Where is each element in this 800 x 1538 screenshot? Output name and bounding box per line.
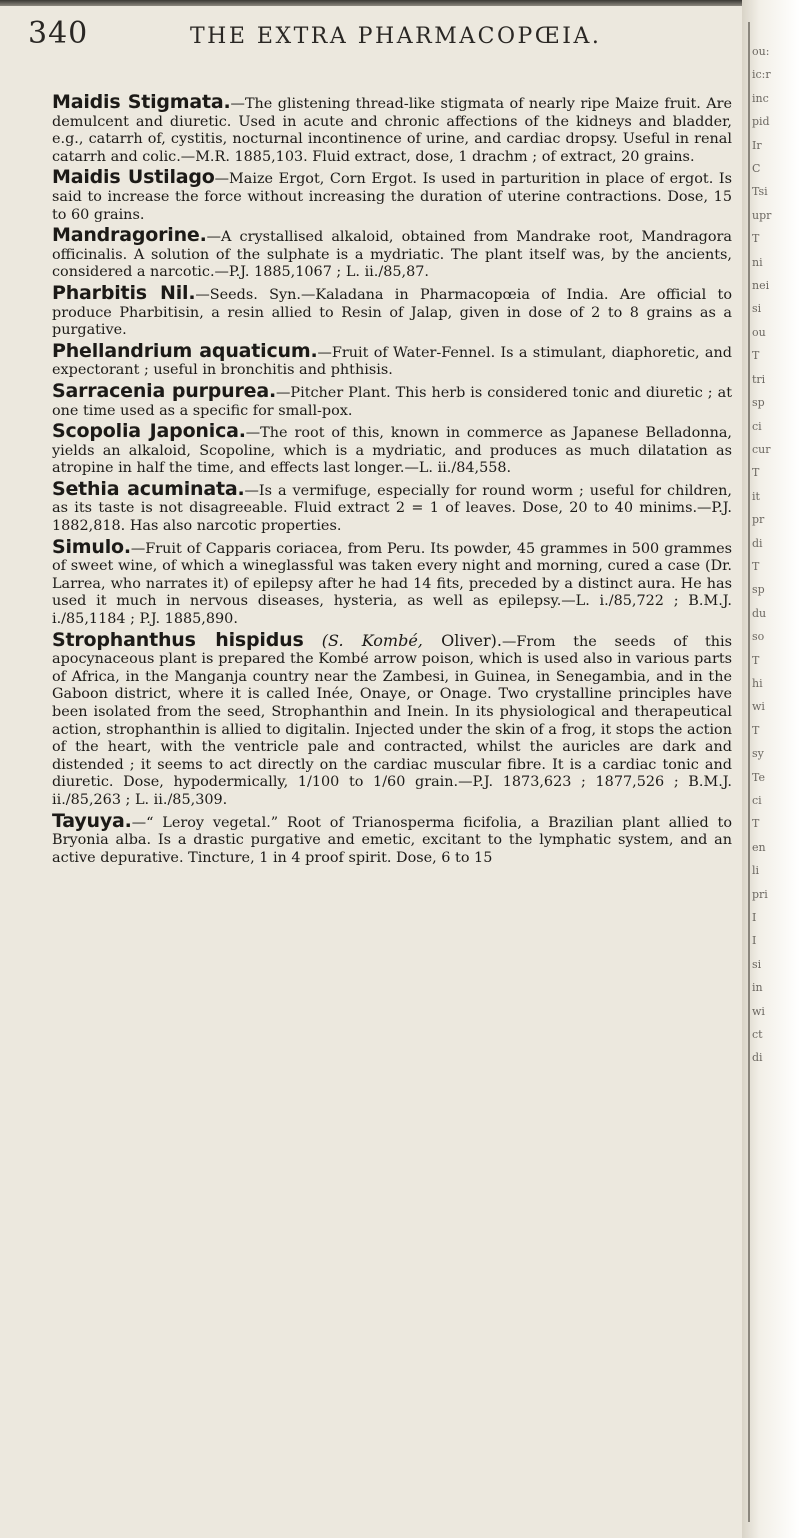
top-edge-shadow: [0, 0, 800, 6]
entry-simulo: [52, 535, 732, 629]
entry-maidis-stigmata: [52, 91, 733, 166]
entry-mandragorine: [52, 224, 732, 282]
page-number: 340: [28, 16, 89, 51]
entry-term-authority: Oliver).: [441, 630, 502, 650]
running-head: THE EXTRA PHARMACOPŒIA.: [190, 24, 602, 49]
entry-term: Mandragorine.: [52, 224, 207, 247]
entry-term: Sarracenia purpurea.: [52, 379, 277, 402]
entry-text: —The glistening thread-like stigmata of nearly ripe Maize fruit. Are demulcent and diuretic. Used in acute and chronic affections of the kidneys and bladder, e.g., catarrh of, cystitis, nocturnal incontinence of urine, and cardiac dropsy. Useful in renal catarrh and colic.—M.R. 1885,103. Fluid extract, dose, 1 drachm ; of extract, 20 grains.: [52, 96, 733, 165]
entry-text: —Pitcher Plant. This herb is considered tonic and diuretic ; at one time used as a specific for small-pox.: [52, 384, 732, 419]
entry-text: —From the seeds of this apocynaceous plant is prepared the Kombé arrow poison, which is used also in various parts of Africa, in the Manganja country near the Zambesi, in Guinea, in Senegambia, and in the Gaboon district, where it is called Inée, Onaye, or Onage. Two crystalline principles have been isolated from the seed, Strophanthin and Inein. In its physiological and therapeutical action, strophanthin is allied to digitalin. Injected under the skin of a frog, it stops the action of the heart, with the ventricle pale and contracted, whilst the auricles are dark and distended ; it seems to act directly on the cardiac muscular fibre. It is a cardiac tonic and diuretic. Dose, hypodermically, 1/100 to 1/60 grain.—P.J. 1873,623 ; 1877,526 ; B.M.J. ii./85,263 ; L. ii./85,309.: [52, 633, 732, 808]
entry-text: —Fruit of Capparis coriacea, from Peru. Its powder, 45 grammes in 500 grammes of sweet wine, of which a wineglassful was taken every night and morning, cured a case (Dr. Larrea, who narrates it) of epilepsy after he had 14 fits, preceded by a distinct aura. He has used it much in nervous diseases, hysteria, as well as epilepsy.—L. i./85,722 ; B.M.J. i./85,1184 ; P.J. 1885,890.: [52, 540, 732, 628]
entry-term: Simulo.: [52, 535, 131, 558]
facing-page-fragments: ou: ic:r inc pid Ir C Tsi upr T ni nei si ou T tri sp ci cur T it pr di T sp du so T hi wi T sy Te ci T en li pri I I si in wi ct di: [752, 45, 772, 1065]
entry-text: —Maize Ergot, Corn Ergot. Is used in parturition in place of ergot. Is said to increase the force without increasing the duration of uterine contractions. Dose, 15 to 60 grains.: [52, 171, 732, 223]
gutter-line: [748, 22, 750, 1522]
entry-strophanthus-hispidus: [52, 628, 732, 810]
facing-page-edge: [742, 0, 800, 1538]
entry-text: —“ Leroy vegetal.” Root of Trianosperma ficifolia, a Brazilian plant allied to Bryonia alba. Is a drastic purgative and emetic, excitant to the lymphatic system, and an active depurative. Tincture, 1 in 4 proof spirit. Dose, 6 to 15: [52, 814, 732, 866]
entry-sethia-acuminata: [52, 477, 732, 536]
entry-term: Sethia acuminata.: [52, 477, 245, 500]
page-header: [28, 14, 748, 62]
entry-term: Maidis Ustilago: [52, 166, 215, 189]
entry-term: Pharbitis Nil.: [52, 281, 196, 304]
entry-text: —A crystallised alkaloid, obtained from Mandrake root, Mandragora officinalis. A solution of the sulphate is a mydriatic. The plant itself was, by the ancients, considered a narcotic.—P.J. 1885,1067 ; L. ii./85,87.: [52, 229, 732, 281]
entry-text: —Fruit of Water-Fennel. Is a stimulant, diaphoretic, and expectorant ; useful in bronchitis and phthisis.: [52, 344, 732, 379]
entry-term: Strophanthus hispidus: [52, 628, 304, 651]
entries-column: [52, 91, 733, 870]
entry-term-synonym: (S. Kombé,: [303, 630, 442, 650]
entry-text: —The root of this, known in commerce as Japanese Belladonna, yields an alkaloid, Scopoline, which is a mydriatic, and produces as much dilatation as atropine in half the time, and effects last longer.—L. ii./84,558.: [52, 425, 732, 477]
entry-scopolia-japonica: [52, 420, 732, 478]
entry-sarracenia-purpurea: [52, 379, 732, 420]
entry-text: —Seeds. Syn.—Kaladana in Pharmacopœia of India. Are official to produce Pharbitisin, a resin allied to Resin of Jalap, given in dose of 2 to 8 grains as a purgative.: [52, 286, 732, 339]
entry-phellandrium-aquaticum: [52, 339, 732, 380]
entry-maidis-ustilago: [52, 166, 732, 224]
entry-term: Tayuya.: [52, 809, 132, 832]
entry-pharbitis-nil: [52, 281, 732, 340]
entry-text: —Is a vermifuge, especially for round worm ; useful for children, as its taste is not disagreeable. Fluid extract 2 = 1 of leaves. Dose, 20 to 40 minims.—P.J. 1882,818. Has also narcotic properties.: [52, 482, 732, 535]
entry-term: Phellandrium aquaticum.: [52, 339, 318, 362]
entry-term: Scopolia Japonica.: [52, 420, 246, 443]
entry-tayuya: [52, 809, 732, 868]
entry-term: Maidis Stigmata.: [52, 91, 231, 113]
